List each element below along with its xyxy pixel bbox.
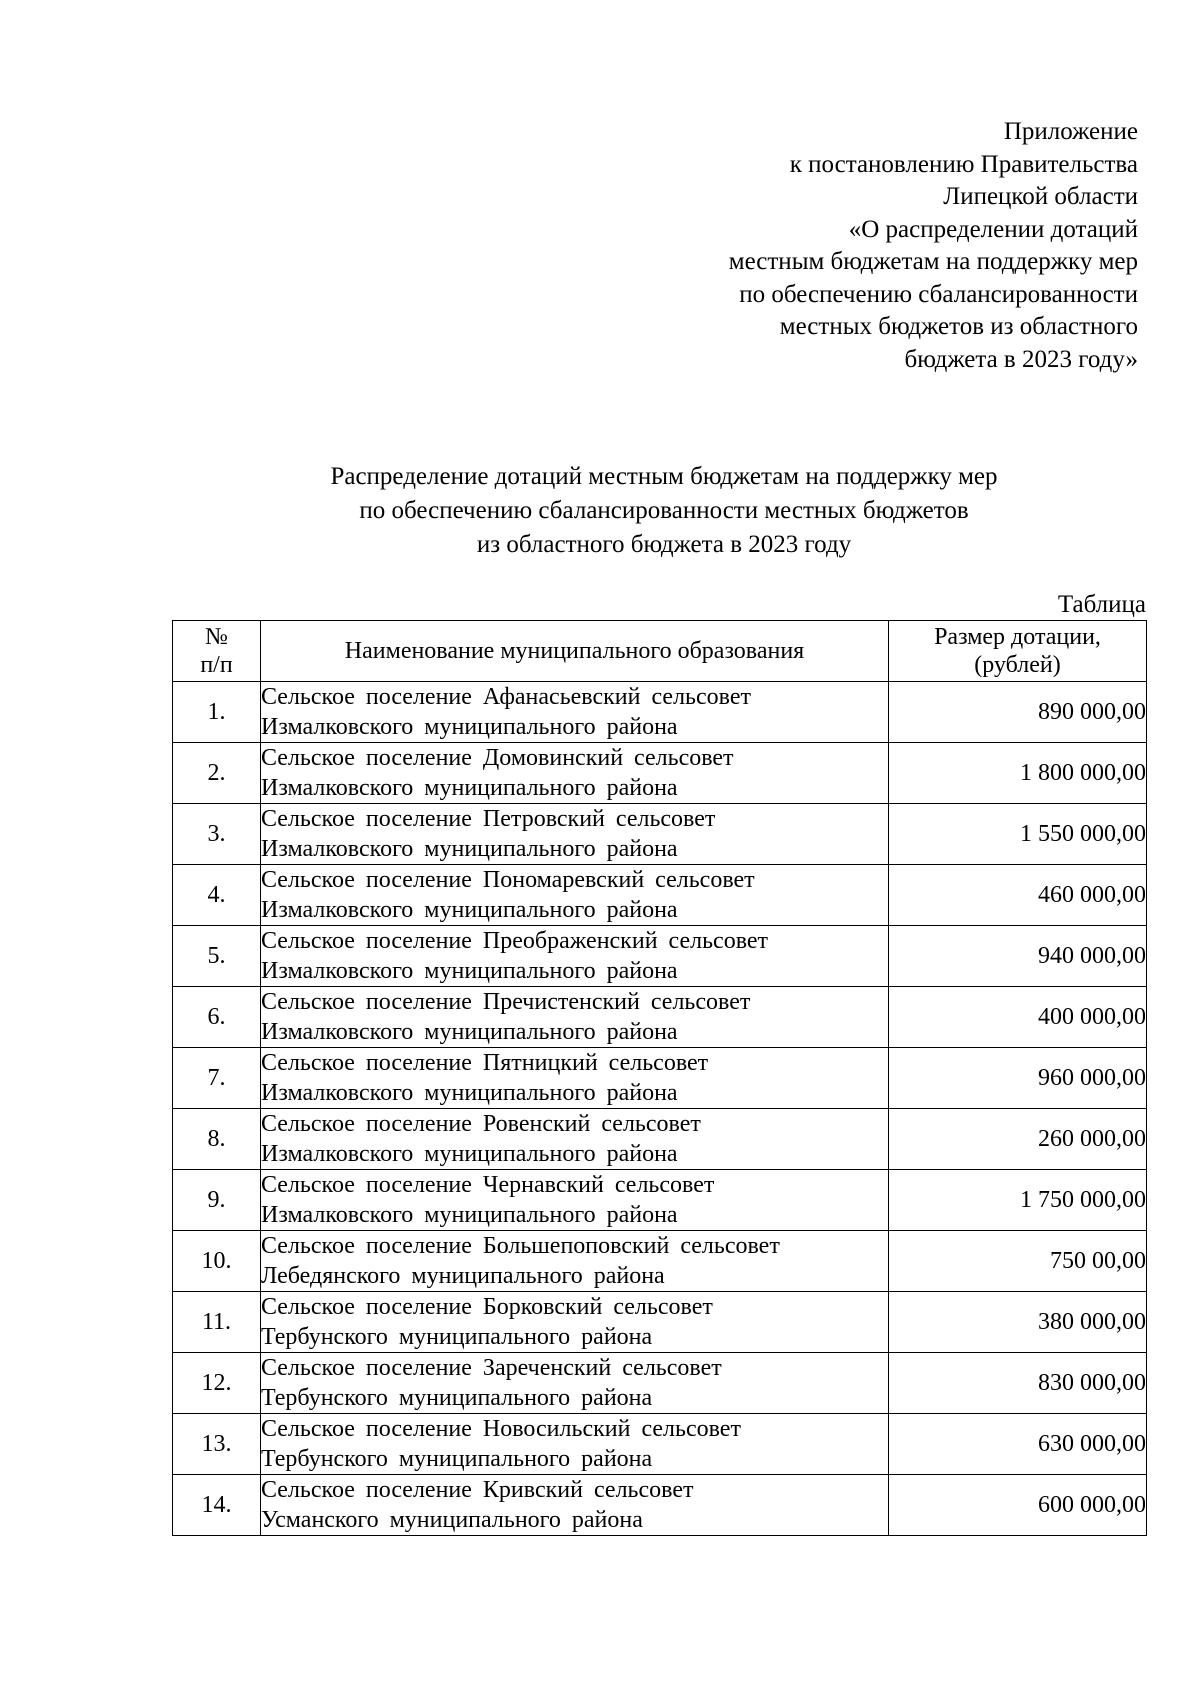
- row-name: [261, 865, 889, 926]
- row-number: 14.: [173, 1475, 261, 1536]
- row-name-line2: Усманского муниципального района: [261, 1507, 643, 1533]
- header-number-line2: п/п: [200, 652, 233, 678]
- appendix-line: к постановлению Правительства: [789, 150, 1138, 178]
- row-name: [261, 1231, 889, 1292]
- row-amount: 750 00,00: [889, 1231, 1147, 1292]
- table-row: [173, 1048, 1147, 1109]
- table-row: [173, 1109, 1147, 1170]
- row-name: [261, 1353, 889, 1414]
- appendix-line: бюджета в 2023 году»: [904, 345, 1138, 373]
- appendix-line: по обеспечению сбалансированности: [739, 280, 1138, 308]
- appendix-line: Липецкой области: [943, 183, 1138, 210]
- row-amount: 1 800 000,00: [889, 743, 1147, 804]
- table-header-row: [173, 621, 1147, 682]
- header-amount-line2: (рублей): [974, 652, 1061, 678]
- table-row: [173, 804, 1147, 865]
- row-name: [261, 987, 889, 1048]
- row-name-line1: Сельское поселение Петровский сельсовет: [261, 806, 716, 832]
- title-line: по обеспечению сбалансированности местных бюджетов: [359, 497, 969, 524]
- row-name-line2: Тербунского муниципального района: [261, 1446, 653, 1472]
- row-name: [261, 1414, 889, 1475]
- table-label: Таблица: [1057, 591, 1146, 618]
- header-number: [173, 621, 261, 682]
- row-name: [261, 1109, 889, 1170]
- row-name-line1: Сельское поселение Новосильский сельсовет: [261, 1416, 741, 1442]
- header-amount: [889, 621, 1147, 682]
- row-number: 11.: [173, 1292, 261, 1353]
- title-line: из областного бюджета в 2023 году: [476, 531, 852, 558]
- appendix-line: местных бюджетов из областного: [779, 313, 1138, 340]
- row-number: 9.: [173, 1170, 261, 1231]
- row-name-line1: Сельское поселение Афанасьевский сельсовет: [261, 684, 751, 710]
- row-name-line2: Измалковского муниципального района: [261, 897, 678, 923]
- row-name-line2: Измалковского муниципального района: [261, 1141, 678, 1167]
- row-amount: 1 750 000,00: [889, 1170, 1147, 1231]
- row-amount: 890 000,00: [889, 682, 1147, 743]
- row-name-line1: Сельское поселение Ровенский сельсовет: [261, 1111, 701, 1137]
- table-row: [173, 1231, 1147, 1292]
- table-row: [173, 926, 1147, 987]
- title-line: Распределение дотаций местным бюджетам на поддержку мер: [330, 463, 998, 490]
- header-amount-line1: Размер дотации,: [934, 624, 1101, 650]
- row-name: [261, 743, 889, 804]
- row-name-line2: Измалковского муниципального района: [261, 1202, 678, 1228]
- row-amount: 400 000,00: [889, 987, 1147, 1048]
- row-amount: 260 000,00: [889, 1109, 1147, 1170]
- row-name-line2: Измалковского муниципального района: [261, 775, 678, 801]
- row-name-line2: Измалковского муниципального района: [261, 836, 678, 862]
- table-row: [173, 1414, 1147, 1475]
- row-name: [261, 1048, 889, 1109]
- table-row: [173, 1353, 1147, 1414]
- row-name-line2: Тербунского муниципального района: [261, 1324, 653, 1350]
- table-row: [173, 865, 1147, 926]
- row-number: 10.: [173, 1231, 261, 1292]
- row-name: [261, 1170, 889, 1231]
- row-number: 2.: [173, 743, 261, 804]
- table-row: [173, 743, 1147, 804]
- appendix-line: Приложение: [1003, 118, 1138, 145]
- row-number: 12.: [173, 1353, 261, 1414]
- row-name-line1: Сельское поселение Чернавский сельсовет: [261, 1172, 715, 1198]
- row-name: [261, 1292, 889, 1353]
- row-name-line2: Измалковского муниципального района: [261, 1019, 678, 1045]
- row-amount: 460 000,00: [889, 865, 1147, 926]
- row-name-line1: Сельское поселение Кривский сельсовет: [261, 1477, 694, 1503]
- row-number: 5.: [173, 926, 261, 987]
- row-name-line1: Сельское поселение Большепоповский сельсовет: [261, 1233, 780, 1259]
- row-number: 8.: [173, 1109, 261, 1170]
- row-name-line2: Измалковского муниципального района: [261, 958, 678, 984]
- row-number: 6.: [173, 987, 261, 1048]
- table-row: [173, 682, 1147, 743]
- row-name: [261, 682, 889, 743]
- row-amount: 630 000,00: [889, 1414, 1147, 1475]
- row-name-line2: Измалковского муниципального района: [261, 1080, 678, 1106]
- row-name-line1: Сельское поселение Пятницкий сельсовет: [261, 1050, 709, 1076]
- header-name: Наименование муниципального образования: [261, 621, 889, 682]
- table-row: [173, 1292, 1147, 1353]
- row-name-line2: Тербунского муниципального района: [261, 1385, 653, 1411]
- row-name: [261, 804, 889, 865]
- table-row: [173, 1170, 1147, 1231]
- row-name-line1: Сельское поселение Домовинский сельсовет: [261, 745, 734, 771]
- distribution-table: [172, 620, 1147, 1536]
- row-name-line1: Сельское поселение Пономаревский сельсовет: [261, 867, 755, 893]
- row-name-line1: Сельское поселение Зареченский сельсовет: [261, 1355, 722, 1381]
- row-amount: 380 000,00: [889, 1292, 1147, 1353]
- row-amount: 960 000,00: [889, 1048, 1147, 1109]
- row-name-line2: Лебедянского муниципального района: [261, 1263, 665, 1289]
- row-name: [261, 926, 889, 987]
- appendix-line: местным бюджетам на поддержку мер: [728, 248, 1138, 275]
- row-name-line1: Сельское поселение Преображенский сельсовет: [261, 928, 769, 954]
- row-number: 13.: [173, 1414, 261, 1475]
- row-amount: 600 000,00: [889, 1475, 1147, 1536]
- row-number: 7.: [173, 1048, 261, 1109]
- row-name: [261, 1475, 889, 1536]
- header-number-line1: №: [205, 624, 228, 650]
- appendix-line: «О распределении дотаций: [848, 215, 1138, 243]
- row-amount: 1 550 000,00: [889, 804, 1147, 865]
- appendix-block: [729, 116, 1138, 376]
- row-amount: 940 000,00: [889, 926, 1147, 987]
- row-name-line2: Измалковского муниципального района: [261, 714, 678, 740]
- row-number: 4.: [173, 865, 261, 926]
- table-row: [173, 987, 1147, 1048]
- row-name-line1: Сельское поселение Пречистенский сельсовет: [261, 989, 751, 1015]
- table-row: [173, 1475, 1147, 1536]
- row-number: 3.: [173, 804, 261, 865]
- row-amount: 830 000,00: [889, 1353, 1147, 1414]
- row-number: 1.: [173, 682, 261, 743]
- row-name-line1: Сельское поселение Борковский сельсовет: [261, 1294, 713, 1320]
- document-title: [172, 460, 1156, 562]
